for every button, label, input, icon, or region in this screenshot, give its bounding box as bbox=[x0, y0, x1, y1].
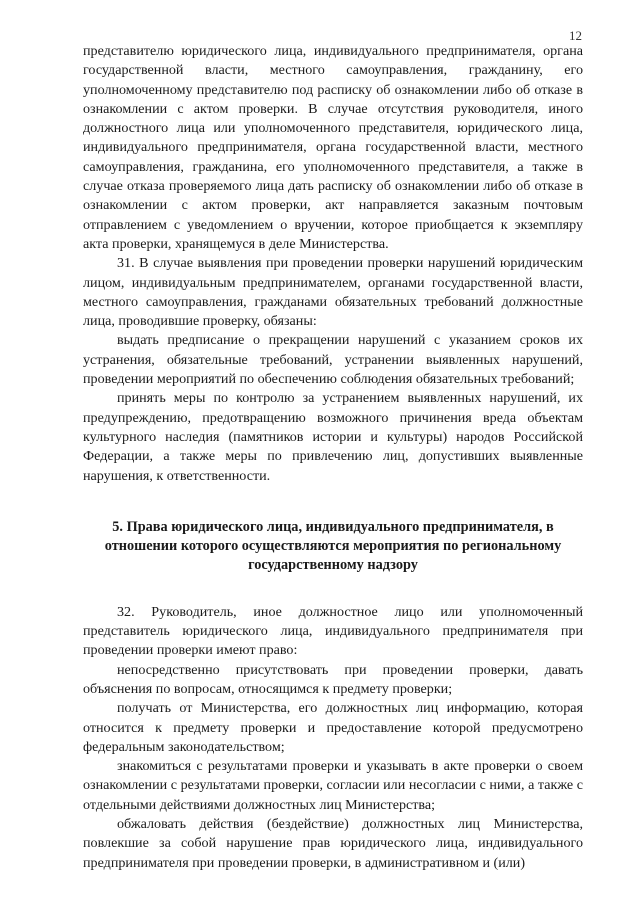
paragraph-issue-order: выдать предписание о прекращении нарушений с указанием сроков их устранения, обязательные требований, устранении выявленных нарушений, проведении мероприятий по обеспечению соблюдения обязательных требований; bbox=[83, 332, 583, 388]
paragraph-right-information: получать от Министерства, его должностных лиц информацию, которая относится к предмету проверки и предоставление которой предусмотрено федеральным законодательством; bbox=[83, 700, 583, 755]
section-heading-line-1: 5. Права юридического лица, индивидуального предпринимателя, в bbox=[112, 518, 554, 535]
document-body bbox=[83, 42, 583, 873]
paragraph-item-31: 31. В случае выявления при проведении проверки нарушений юридическим лицом, индивидуальным предпринимателем, органами государственной власти, местного самоуправления, гражданами обязательных требований должностные лица, проводившие проверку, обязаны: bbox=[83, 255, 583, 330]
paragraph-right-attend: непосредственно присутствовать при проведении проверки, давать объяснения по вопросам, относящимся к предмету проверки; bbox=[83, 661, 583, 697]
paragraph-right-appeal: обжаловать действия (бездействие) должностных лиц Министерства, повлекшие за собой нарушение прав юридического лица, индивидуального предпринимателя при проведении проверки, в административном и (или) bbox=[83, 815, 583, 871]
section-heading-line-3: государственному надзору bbox=[248, 557, 418, 574]
section-heading-line-2: отношении которого осуществляются мероприятия по региональному bbox=[104, 538, 562, 555]
page-number: 12 bbox=[569, 28, 582, 43]
paragraph-item-32: 32. Руководитель, иное должностное лицо или уполномоченный представитель юридического лица, индивидуального предпринимателя при проведении проверки имеют право: bbox=[83, 603, 583, 659]
paragraph-take-measures: принять меры по контролю за устранением выявленных нарушений, их предупреждению, предотвращению возможного причинения вреда объектам культурного наследия (памятников истории и культуры) народов Российской Федерации, а также меры по привлечению лиц, допустивших выявленные нарушения, к ответственности. bbox=[83, 390, 583, 484]
paragraph-right-review-results: знакомиться с результатами проверки и указывать в акте проверки о своем ознакомлении с результатами проверки, согласии или несогласии с ними, а также с отдельными действиями должностных лиц Министерства; bbox=[83, 758, 583, 813]
paragraph-continuation: представителю юридического лица, индивидуального предпринимателя, органа государственной власти, местного самоуправления, гражданину, его уполномоченному представителю под расписку об ознакомлении либо об отказе в ознакомлении с актом проверки. В случае отсутствия руководителя, иного должностного лица или уполномоченного представителя, юридического лица, индивидуального предпринимателя, органа государственной власти, местного самоуправления, гражданина, его уполномоченного представителя, а также в случае отказа проверяемого лица дать расписку об ознакомлении либо об отказе в ознакомлении с актом проверки, акт направляется заказным почтовым отправлением с уведомлением о вручении, которое приобщается к экземпляру акта проверки, хранящемуся в деле Министерства. bbox=[83, 43, 583, 252]
section-heading bbox=[83, 518, 583, 576]
